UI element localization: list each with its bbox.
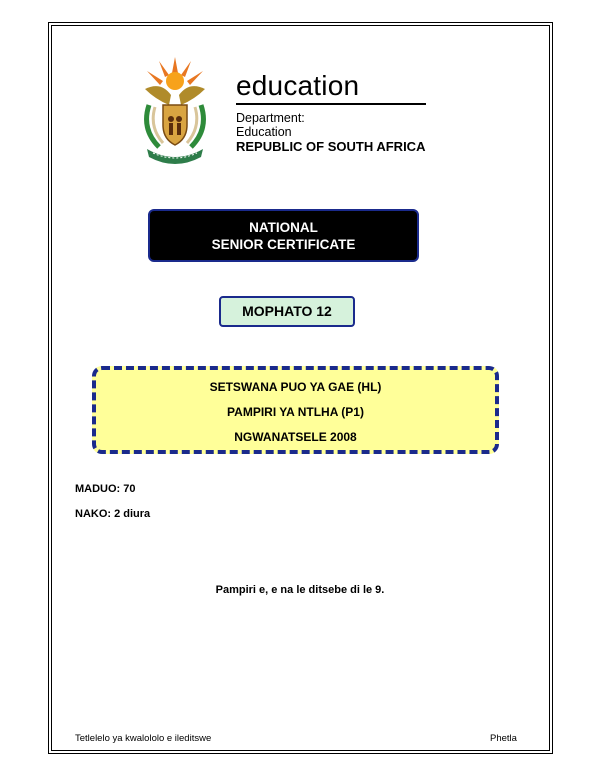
footer-turn-over: Phetla [490,733,517,744]
page-count-note: Pampiri e, e na le ditsebe di le 9. [215,584,385,596]
dept-line-2: Education [236,125,292,139]
dept-line-1: Department: [236,111,305,125]
subject-panel [92,366,499,454]
footer-copyright: Tetlelelo ya kwalololo e ileditswe [75,733,212,744]
certificate-banner [148,209,419,262]
coat-of-arms-icon [135,55,215,165]
paper-label: PAMPIRI YA NTLHA (P1) [227,405,364,419]
certificate-line-1: NATIONAL [249,219,318,235]
logo-underline [236,103,426,105]
certificate-line-2: SENIOR CERTIFICATE [211,236,356,252]
grade-label: MOPHATO 12 [219,296,355,327]
exam-session: NGWANATSELE 2008 [234,430,357,444]
education-logo-word: education [236,70,360,101]
marks-text: MADUO: 70 [75,483,136,495]
time-text: NAKO: 2 diura [75,508,151,520]
dept-line-3: REPUBLIC OF SOUTH AFRICA [236,139,426,154]
subject-title: SETSWANA PUO YA GAE (HL) [209,380,382,394]
